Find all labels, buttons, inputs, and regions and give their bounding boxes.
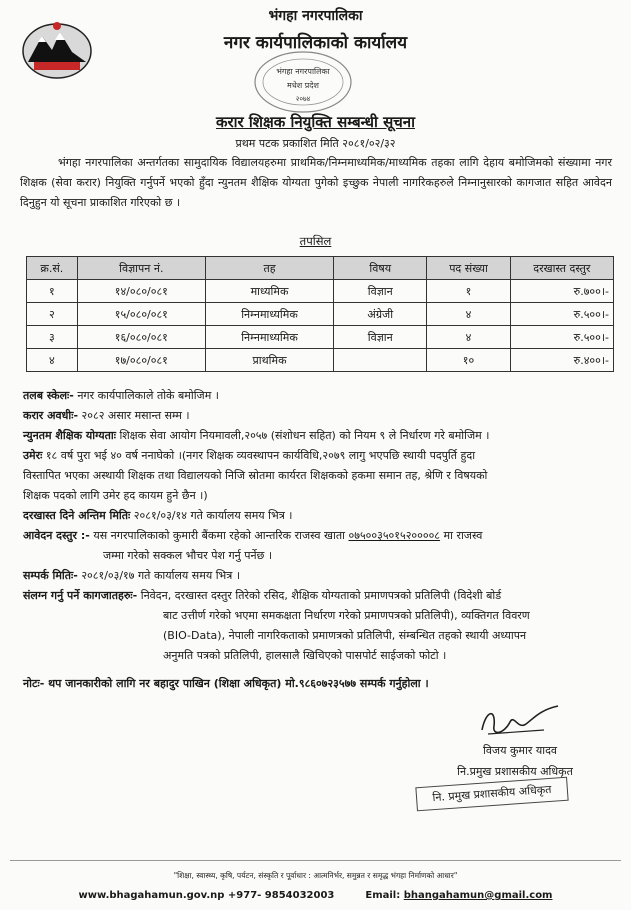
table-row <box>27 303 614 326</box>
cell-level: प्राथमिक <box>205 349 333 372</box>
documents-line-4: अनुमति पत्रको प्रतिलिपी, हालसालै खिचिएको पासपोर्ट साईजको फोटो । <box>163 649 447 662</box>
table-header-row <box>27 257 614 280</box>
cell-serial: १ <box>27 280 78 303</box>
deadline-line <box>23 506 615 526</box>
cell-posts: ४ <box>427 303 510 326</box>
qualification-line <box>23 426 615 446</box>
handwritten-signature <box>474 700 564 742</box>
header-fee: दरखास्त दस्तुर <box>510 257 613 280</box>
signatory-stamp: नि. प्रमुख प्रशासकीय अधिकृत <box>415 777 568 812</box>
documents-line-3: (BIO-Data), नेपाली नागरिकताको प्रमाणत्रको प्रतिलिपी, संम्बन्धित तहको स्थायी अध्यापन <box>163 629 527 642</box>
notice-title: करार शिक्षक नियुक्ति सम्बन्धी सूचना <box>215 113 416 131</box>
contact-note: नोटः- थप जानकारीको लागि नर बहादुर पाखिन (शिक्षा अधिकृत) मो.९८६०७२३५७७ सम्पर्क गर्नुहोला । <box>23 677 429 690</box>
stamp-line-1: भंगहा नगरपालिका <box>276 67 330 76</box>
footer-email-label: Email: <box>365 890 401 901</box>
salary-label: तलब स्केलः- <box>23 389 74 402</box>
cell-level: निम्नमाध्यमिक <box>205 303 333 326</box>
qualification-label: न्युनतम शैक्षिक योग्यताः <box>23 429 116 442</box>
age-label: उमेरः <box>23 449 43 462</box>
contact-date-line <box>23 566 615 586</box>
term-label: करार अवधीः- <box>23 409 79 422</box>
header-subject: विषय <box>334 257 427 280</box>
cell-posts: १० <box>427 349 510 372</box>
office-stamp <box>246 46 360 118</box>
table-caption: तपसिल <box>299 234 332 248</box>
age-line-3: शिक्षक पदको लागि उमेर हद कायम हुने छैन ।) <box>23 489 208 502</box>
documents-line-2: बाट उत्तीर्ण गरेको भएमा समकक्षता निर्धारण गरेको प्रमाणपत्रको प्रतिलिपी), व्यक्तिगत विवरण <box>163 609 530 622</box>
footer-website[interactable]: www.bhagahamun.gov.np <box>78 890 225 901</box>
stamp-line-2: मधेश प्रदेश <box>287 81 319 90</box>
cell-posts: १ <box>427 280 510 303</box>
header-advert-no: विज्ञापन नं. <box>77 257 205 280</box>
cell-subject: विज्ञान <box>334 326 427 349</box>
salary-value: नगर कार्यपालिकाले तोके बमोजिम । <box>77 389 219 402</box>
header-serial: क्र.सं. <box>27 257 78 280</box>
documents-line-1 <box>23 586 615 606</box>
table-row <box>27 349 614 372</box>
age-line-1 <box>23 446 615 466</box>
footer-contact <box>0 890 631 901</box>
cell-subject: विज्ञान <box>334 280 427 303</box>
age-line-2: विस्तापित भएका अस्थायी शिक्षक तथा विद्यालयको निजि स्रोतमा कार्यरत शिक्षकको हकमा समान तह, श्रेणि र विषयको <box>23 469 488 482</box>
term-value: २०८२ असार मसान्त सम्म । <box>81 409 190 422</box>
cell-advert-no: १७/०८०/०८१ <box>77 349 205 372</box>
stamp-line-3: २०७४ <box>295 95 311 103</box>
intro-paragraph: भंगहा नगरपालिका अन्तर्गतका सामुदायिक विद्यालयहरुमा प्राथमिक/निम्नमाध्यमिक/माध्यमिक तहका लागि देहाय बमोजिमको संख्यामा नगर शिक्षक (सेवा करार) नियुक्ति गर्नुपर्ने भएको हुँदा न्युनतम शैक्षिक योग्यता पुगेको इच्छुक नेपाली नागरिकहरुले निम्नानुसारको कागजात सहित आवेदन दिनुहुन यो सूचना प्राकाशित गरिएको छ । <box>20 156 612 209</box>
cell-subject <box>334 349 427 372</box>
footer-motto: "शिक्षा, स्वास्थ्य, कृषि, पर्यटन, संस्कृति र पूर्वाधार : आत्मनिर्भर, समुन्नत र समृद्ध भंगहा निर्माणको आधार" <box>173 871 458 880</box>
cell-level: माध्यमिक <box>205 280 333 303</box>
qualification-value: शिक्षक सेवा आयोग नियमावली,२०५७ (संशोधन सहित) को नियम ९ ले निर्धारण गरे बमोजिम । <box>119 429 490 442</box>
documents-label: संलग्न गर्नु पर्ने कागजातहरुः- <box>23 589 138 602</box>
cell-advert-no: १४/०८०/०८१ <box>77 280 205 303</box>
cell-advert-no: १५/०८०/०८१ <box>77 303 205 326</box>
office-name: नगर कार्यपालिकाको कार्यालय <box>223 33 408 53</box>
cell-advert-no: १६/०८०/०८१ <box>77 326 205 349</box>
cell-serial: ३ <box>27 326 78 349</box>
age-value-1: १८ वर्ष पुरा भई ४० वर्ष ननाघेको ।(नगर शिक्षक व्यवस्थापन कार्यविधि,२०७९ लागु भएपछि स्थायी पदपुर्ति हुदा <box>45 449 476 462</box>
footer-divider <box>10 860 621 861</box>
fee-value-1: यस नगरपालिकाको कुमारी बैंकमा रहेको आन्तरिक राजस्व खाता <box>93 529 345 542</box>
deadline-value: २०८१/०३/१४ गते कार्यालय समय भित्र । <box>133 509 293 522</box>
municipality-name: भंगहा नगरपालिका <box>268 8 363 24</box>
publication-date: प्रथम पटक प्रकाशित मिति २०८१/०२/३२ <box>235 137 396 150</box>
cell-fee: रु.५००।- <box>510 326 613 349</box>
salary-line <box>23 386 615 406</box>
table-row <box>27 280 614 303</box>
contact-date-label: सम्पर्क मितिः- <box>23 569 78 582</box>
footer-email[interactable]: bhangahamun@gmail.com <box>403 890 553 901</box>
contact-date-value: २०८१/०३/१७ गते कार्यालय समय भित्र । <box>81 569 241 582</box>
cell-fee: रु.४००।- <box>510 349 613 372</box>
cell-subject: अंग्रेजी <box>334 303 427 326</box>
cell-serial: ४ <box>27 349 78 372</box>
deadline-label: दरखास्त दिने अन्तिम मितिः <box>23 509 131 522</box>
vacancy-table <box>26 256 614 372</box>
header-level: तह <box>205 257 333 280</box>
fee-line-2: जम्मा गरेको सक्कल भौचर पेश गर्नु पर्नेछ । <box>103 549 273 562</box>
fee-value-1-end: मा राजस्व <box>443 529 483 542</box>
cell-fee: रु.७००।- <box>510 280 613 303</box>
header-posts: पद संख्या <box>427 257 510 280</box>
table-row <box>27 326 614 349</box>
term-line <box>23 406 615 426</box>
footer-phone: +977- 9854032003 <box>227 890 335 901</box>
cell-level: निम्नमाध्यमिक <box>205 326 333 349</box>
cell-fee: रु.५००।- <box>510 303 613 326</box>
signatory-name: विजय कुमार यादव <box>482 744 558 757</box>
bank-account-number: ०७५००३५०१५२००००८ <box>348 529 441 542</box>
documents-value-1: निवेदन, दरखास्त दस्तुर तिरेको रसिद, शैक्षिक योग्यताको प्रमाणपत्रको प्रतिलिपी (विदेशी बोर्ड <box>140 589 502 602</box>
cell-posts: ४ <box>427 326 510 349</box>
signatory-title: नि.प्रमुख प्रशासकीय अधिकृत <box>457 765 573 778</box>
cell-serial: २ <box>27 303 78 326</box>
fee-label: आवेदन दस्तुर :- <box>23 529 90 542</box>
fee-line-1 <box>23 526 615 546</box>
